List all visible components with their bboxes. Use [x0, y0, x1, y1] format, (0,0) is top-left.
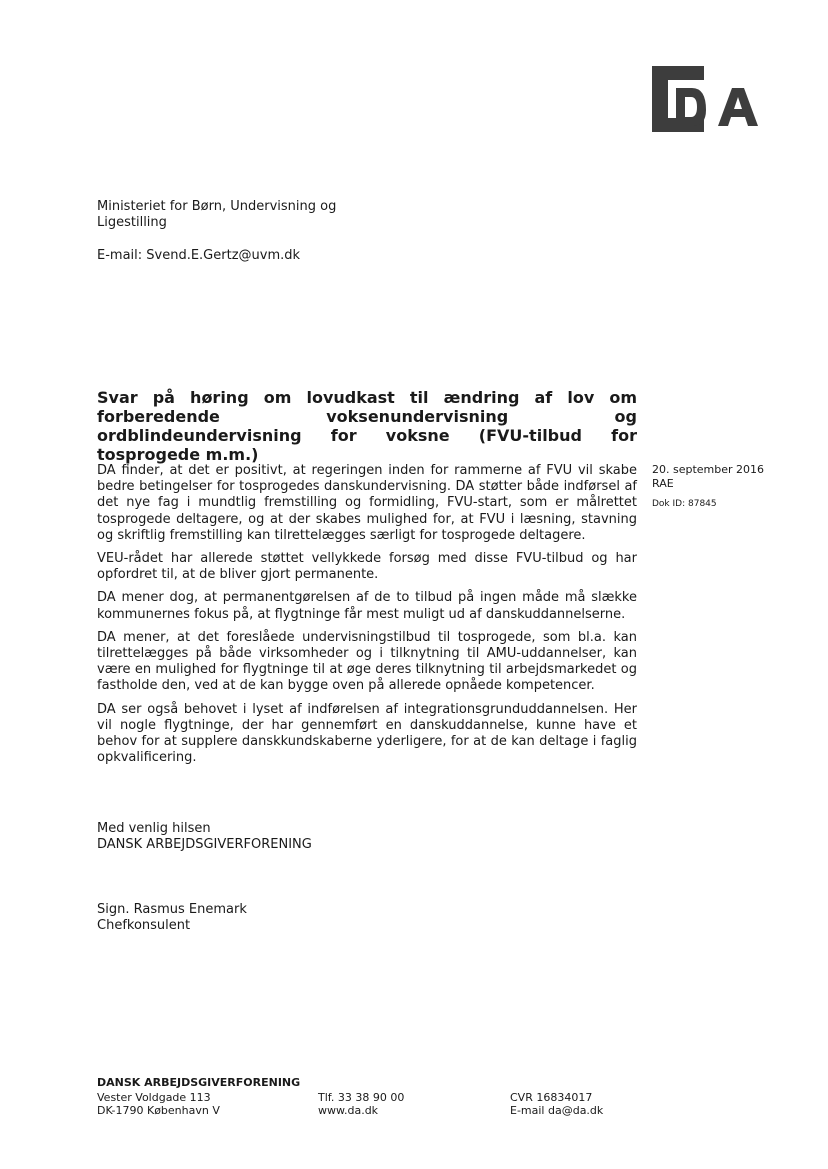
footer-registration	[510, 1091, 603, 1117]
footer-street: Vester Voldgade 113	[97, 1091, 211, 1104]
paragraph: VEU-rådet har allerede støttet vellykkede forsøg med disse FVU-tilbud og har opfordret til, at de bliver gjort permanente.	[97, 551, 637, 583]
paragraph: DA mener, at det foreslåede undervisningstilbud til tosprogede, som bl.a. kan tilrettelægges på både virksomheder og i tilknytning til AMU-uddannelser, kan være en mulighed for flygtninge til at øge deres tilknytning til arbejdsmarkedet og fastholde den, ved at de kan bygge oven på allerede opnåede kompetencer.	[97, 629, 637, 694]
footer-phone: Tlf. 33 38 90 00	[318, 1091, 405, 1104]
footer-contact	[318, 1091, 404, 1117]
paragraph: DA mener dog, at permanentgørelsen af de to tilbud på ingen måde må slække kommunernes fokus på, at flygtninge får mest muligt ud af danskuddannelserne.	[97, 590, 637, 622]
da-logo	[652, 66, 762, 132]
footer-web: www.da.dk	[318, 1104, 379, 1117]
paragraph: DA ser også behovet i lyset af indførelsen af integrationsgrunduddannelsen. Her vil nogle flygtninge, der har gennemført en danskuddannelse, kunne have et behov for at supplere danskkundskaberne yderligere, for at de kan deltage i faglig opkvalificering.	[97, 701, 637, 766]
footer-org: DANSK ARBEJDSGIVERFORENING	[97, 1076, 301, 1089]
footer-address	[97, 1091, 220, 1117]
document-date: 20. september 2016	[652, 463, 765, 476]
recipient-line: Ministeriet for Børn, Undervisning og	[97, 199, 337, 214]
footer-cvr: CVR 16834017	[510, 1091, 593, 1104]
signature-block	[97, 902, 247, 934]
side-metadata	[652, 463, 792, 510]
closing-block	[97, 821, 312, 853]
footer-email: E-mail da@da.dk	[510, 1104, 604, 1117]
document-title: Svar på høring om lovudkast til ændring af lov om forberedende voksenundervisning og ordblindeundervisning for voksne (FVU-tilbud for tosprogede m.m.)	[97, 388, 637, 464]
recipient-email: E-mail: Svend.E.Gertz@uvm.dk	[97, 248, 301, 263]
paragraph: DA finder, at det er positivt, at regeringen inden for rammerne af FVU vil skabe bedre betingelser for tosprogedes danskundervisning. DA støtter både indførsel af det nye fag i mundtlig fremstilling og formidling, FVU-start, som er målrettet tosprogede deltagere, og at der skabes mulighed for, at FVU i læsning, stavning og skriftlig fremstilling kan tilrettelægges særligt for tosprogede deltagere.	[97, 463, 637, 543]
author-initials: RAE	[652, 477, 674, 490]
signature-name: Sign. Rasmus Enemark	[97, 902, 247, 917]
signature-role: Chefkonsulent	[97, 918, 191, 933]
recipient-line: Ligestilling	[97, 215, 167, 230]
footer-postal: DK-1790 København V	[97, 1104, 220, 1117]
document-id: Dok ID: 87845	[652, 499, 717, 509]
body-text	[97, 463, 637, 773]
recipient-block	[97, 199, 397, 231]
closing-greeting: Med venlig hilsen	[97, 821, 211, 836]
closing-org: DANSK ARBEJDSGIVERFORENING	[97, 837, 312, 852]
